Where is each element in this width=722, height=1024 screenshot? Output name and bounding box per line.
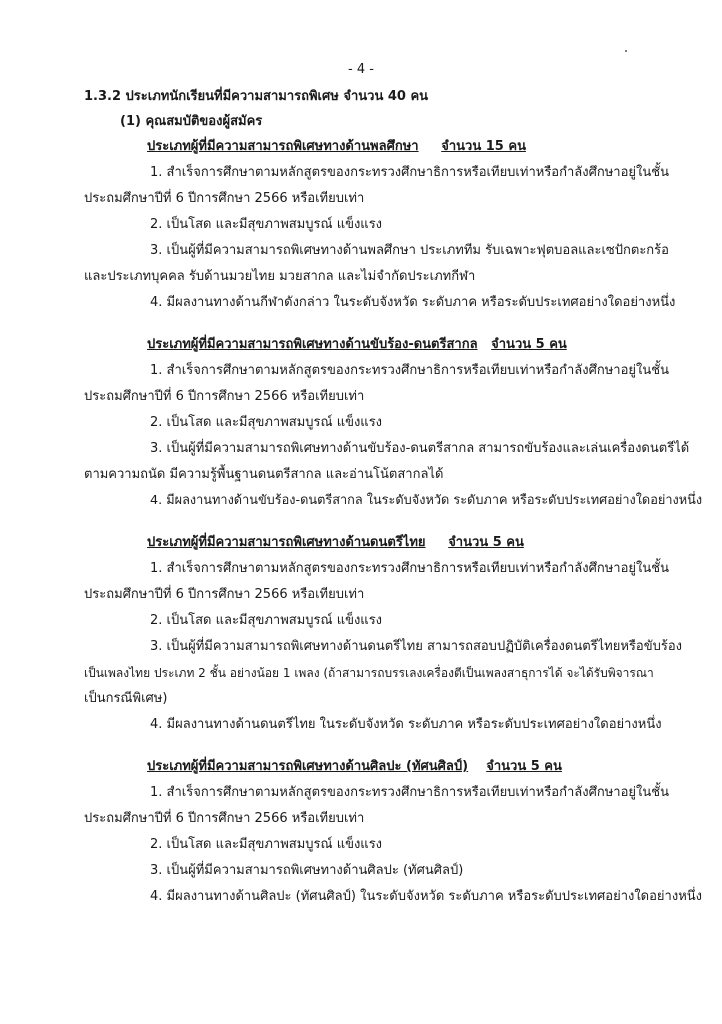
list-item: 1. สำเร็จการศึกษาตามหลักสูตรของกระทรวงศึกษาธิการหรือเทียบเท่าหรือกำลังศึกษาอยู่ในชั้น — [150, 561, 669, 576]
list-item: 2. เป็นโสด และมีสุขภาพสมบูรณ์ แข็งแรง — [150, 415, 383, 430]
section-count: จำนวน 5 คน — [491, 337, 567, 352]
section-title-text: ประเภทผู้ที่มีความสามารถพิเศษทางด้านขับร้อง-ดนตรีสากล — [147, 337, 478, 352]
section-count: จำนวน 15 คน — [441, 139, 526, 154]
list-item-continuation: ประถมศึกษาปีที่ 6 ปีการศึกษา 2566 หรือเทียบเท่า — [84, 191, 365, 206]
list-item: 4. มีผลงานทางด้านดนตรีไทย ในระดับจังหวัด ระดับภาค หรือระดับประเทศอย่างใดอย่างหนึ่ง — [150, 717, 662, 732]
list-item: 2. เป็นโสด และมีสุขภาพสมบูรณ์ แข็งแรง — [150, 217, 383, 232]
list-item: 3. เป็นผู้ที่มีความสามารถพิเศษทางด้านศิลปะ (ทัศนศิลป์) — [150, 863, 464, 878]
list-item: 1. สำเร็จการศึกษาตามหลักสูตรของกระทรวงศึกษาธิการหรือเทียบเท่าหรือกำลังศึกษาอยู่ในชั้น — [150, 363, 669, 378]
section-title-thai-music — [147, 534, 524, 552]
list-item: 1. สำเร็จการศึกษาตามหลักสูตรของกระทรวงศึกษาธิการหรือเทียบเท่าหรือกำลังศึกษาอยู่ในชั้น — [150, 165, 669, 180]
list-item: 2. เป็นโสด และมีสุขภาพสมบูรณ์ แข็งแรง — [150, 837, 383, 852]
list-item: 4. มีผลงานทางด้านศิลปะ (ทัศนศิลป์) ในระดับจังหวัด ระดับภาค หรือระดับประเทศอย่างใดอย่างหนึ่ง — [150, 889, 703, 904]
section-title-text: ประเภทผู้ที่มีความสามารถพิเศษทางด้านพลศึกษา — [147, 139, 419, 154]
page-number: - 4 - — [348, 62, 374, 77]
section-title-text: ประเภทผู้ที่มีความสามารถพิเศษทางด้านดนตรีไทย — [147, 535, 426, 550]
scan-speck — [625, 50, 627, 52]
list-item: 2. เป็นโสด และมีสุขภาพสมบูรณ์ แข็งแรง — [150, 613, 383, 628]
section-count: จำนวน 5 คน — [486, 759, 562, 774]
list-item-continuation: ประถมศึกษาปีที่ 6 ปีการศึกษา 2566 หรือเทียบเท่า — [84, 811, 365, 826]
section-title-pe — [147, 138, 526, 156]
list-item-continuation: ประถมศึกษาปีที่ 6 ปีการศึกษา 2566 หรือเทียบเท่า — [84, 587, 365, 602]
list-item: 4. มีผลงานทางด้านกีฬาดังกล่าว ในระดับจังหวัด ระดับภาค หรือระดับประเทศอย่างใดอย่างหนึ่ง — [150, 295, 676, 310]
list-item: 4. มีผลงานทางด้านขับร้อง-ดนตรีสากล ในระดับจังหวัด ระดับภาค หรือระดับประเทศอย่างใดอย่างหนึ่ง — [150, 493, 703, 508]
section-heading: 1.3.2 ประเภทนักเรียนที่มีความสามารถพิเศษ จำนวน 40 คน — [84, 89, 429, 104]
list-item-continuation: ตามความถนัด มีความรู้พื้นฐานดนตรีสากล และอ่านโน้ตสากลได้ — [84, 467, 444, 482]
list-item-continuation: ประถมศึกษาปีที่ 6 ปีการศึกษา 2566 หรือเทียบเท่า — [84, 389, 365, 404]
section-title-art — [147, 758, 562, 776]
list-item: 3. เป็นผู้ที่มีความสามารถพิเศษทางด้านดนตรีไทย สามารถสอบปฏิบัติเครื่องดนตรีไทยหรือขับร้อง — [150, 639, 683, 654]
sub-heading: (1) คุณสมบัติของผู้สมัคร — [120, 114, 263, 129]
section-count: จำนวน 5 คน — [448, 535, 524, 550]
section-title-intl-music — [147, 336, 567, 354]
list-item-continuation: และประเภทบุคคล รับด้านมวยไทย มวยสากล และไม่จำกัดประเภทกีฬา — [84, 269, 476, 284]
list-item: 3. เป็นผู้ที่มีความสามารถพิเศษทางด้านพลศึกษา ประเภททีม รับเฉพาะฟุตบอลและเซปักตะกร้อ — [150, 243, 669, 258]
section-title-text: ประเภทผู้ที่มีความสามารถพิเศษทางด้านศิลปะ (ทัศนศิลป์) — [147, 759, 469, 774]
list-item: 1. สำเร็จการศึกษาตามหลักสูตรของกระทรวงศึกษาธิการหรือเทียบเท่าหรือกำลังศึกษาอยู่ในชั้น — [150, 785, 669, 800]
list-item-continuation: เป็นเพลงไทย ประเภท 2 ชั้น อย่างน้อย 1 เพลง (ถ้าสามารถบรรเลงเครื่องตีเป็นเพลงสาธุการได้ จะได้รับพิจารณา — [84, 666, 654, 680]
list-item: 3. เป็นผู้ที่มีความสามารถพิเศษทางด้านขับร้อง-ดนตรีสากล สามารถขับร้องและเล่นเครื่องดนตรีได้ — [150, 441, 690, 456]
list-item-continuation: เป็นกรณีพิเศษ) — [84, 691, 168, 706]
